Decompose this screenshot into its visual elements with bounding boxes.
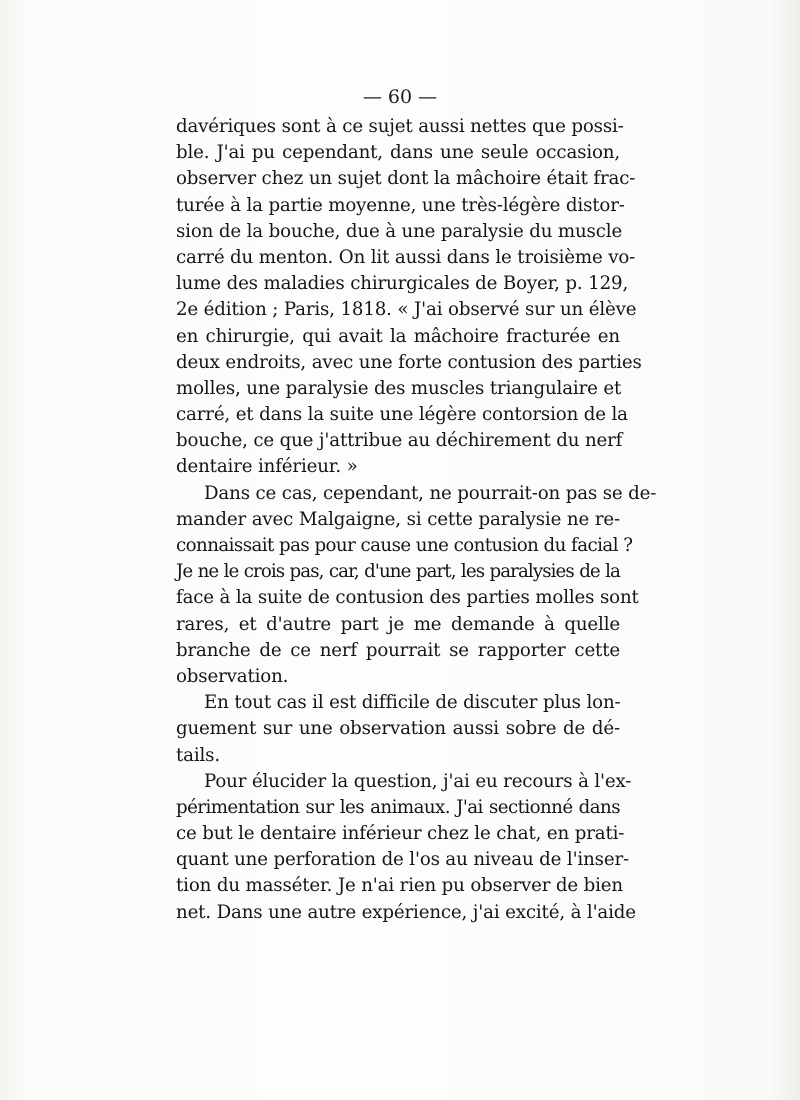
text-line: observation. bbox=[176, 665, 289, 687]
text-line: dentaire inférieur. » bbox=[176, 456, 358, 478]
text-line: Pour élucider la question, j'ai eu recours à l'ex- bbox=[204, 770, 632, 792]
page-number: — 60 — bbox=[362, 86, 438, 108]
text-line: tion du masséter. Je n'ai rien pu observer de bien bbox=[176, 875, 623, 897]
text-line: ce but le dentaire inférieur chez le chat, en prati- bbox=[176, 823, 625, 845]
text-line: branche de ce nerf pourrait se rapporter cette bbox=[176, 639, 620, 661]
body-text bbox=[176, 114, 657, 926]
text-line: face à la suite de contusion des parties molles sont bbox=[176, 587, 639, 609]
text-line: deux endroits, avec une forte contusion des parties bbox=[176, 351, 642, 373]
text-line: ble. J'ai pu cependant, dans une seule occasion, bbox=[176, 142, 620, 164]
text-line: carré du menton. On lit aussi dans le troisième vo- bbox=[176, 246, 636, 268]
text-line: Dans ce cas, cependant, ne pourrait-on pas se de- bbox=[204, 482, 657, 504]
text-line: carré, et dans la suite une légère contorsion de la bbox=[176, 404, 628, 426]
text-line: davériques sont à ce sujet aussi nettes que possi- bbox=[176, 116, 624, 137]
text-line: En tout cas il est difficile de discuter plus lon- bbox=[204, 692, 621, 714]
text-line: bouche, ce que j'attribue au déchirement du nerf bbox=[176, 430, 623, 452]
text-line: en chirurgie, qui avait la mâchoire fracturée en bbox=[176, 325, 620, 347]
text-line: quant une perforation de l'os au niveau de l'inser- bbox=[176, 849, 629, 871]
text-line: mander avec Malgaigne, si cette paralysie ne re- bbox=[176, 508, 620, 530]
text-line: observer chez un sujet dont la mâchoire était frac- bbox=[176, 168, 636, 190]
text-line: rares, et d'autre part je me demande à quelle bbox=[176, 613, 620, 635]
text-line: sion de la bouche, due à une paralysie du muscle bbox=[176, 220, 623, 242]
text-line: périmentation sur les animaux. J'ai sectionné dans bbox=[176, 796, 620, 818]
text-line: connaissait pas pour cause une contusion du facial ? bbox=[176, 535, 633, 556]
text-line: Je ne le crois pas, car, d'une part, les paralysies de la bbox=[176, 561, 620, 583]
text-line: lume des maladies chirurgicales de Boyer, p. 129, bbox=[176, 273, 629, 295]
text-line: net. Dans une autre expérience, j'ai excité, à l'aide bbox=[176, 901, 636, 923]
text-line: 2e édition ; Paris, 1818. « J'ai observé sur un élève bbox=[176, 299, 637, 321]
text-line: molles, une paralysie des muscles triangulaire et bbox=[176, 377, 622, 399]
text-line: turée à la partie moyenne, une très-légère distor- bbox=[176, 194, 625, 216]
text-line: guement sur une observation aussi sobre de dé- bbox=[176, 718, 620, 740]
text-line: tails. bbox=[176, 744, 221, 766]
